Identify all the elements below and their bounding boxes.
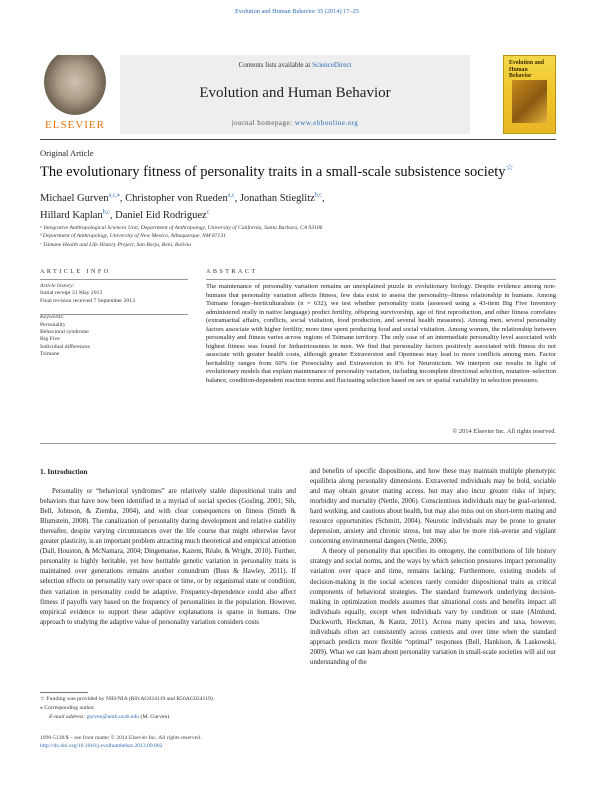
article-type: Original Article xyxy=(40,148,94,158)
title-footnote-mark[interactable]: ☆ xyxy=(505,162,514,172)
elsevier-tree-icon xyxy=(44,55,106,115)
author-affiliation-mark[interactable]: c xyxy=(206,209,210,216)
copyright: © 2014 Elsevier Inc. All rights reserved. xyxy=(452,428,556,435)
received-date: Initial receipt 31 May 2013 xyxy=(40,290,103,297)
corresponding-note: ⁎ Corresponding author. xyxy=(40,705,96,711)
homepage-prefix: journal homepage: xyxy=(231,119,295,127)
author-separator: , xyxy=(234,192,240,204)
body-paragraph: and benefits of specific dispositions, and how these may maintain multiple phenotypic equilibria along personality dimensions. Extraverted individuals may be bold, sociable and may obtain greater mating access, but may also incur greater risks of injury, morbidity and mortality (Nettle, 2006). Conscientious individuals may be goal-oriented, hard working, and cautious about health, but may also miss out on short-term mating and resource opportunities (Schmitt, 2004). Neurotic individuals may be prone to greater depression, anxiety and chronic stress, but may also be more risk-averse and vigilant concerning environmental dangers (Nettle, 2006). xyxy=(310,468,556,546)
author-name: Michael Gurven xyxy=(40,192,109,204)
body-column-left xyxy=(40,467,296,628)
homepage-line xyxy=(120,119,470,127)
author-affiliation-mark[interactable]: a,c,⁎ xyxy=(108,192,120,198)
elsevier-logo xyxy=(40,55,110,134)
article-title xyxy=(40,162,514,181)
author-separator: , xyxy=(109,210,116,221)
affiliation-c: ᶜ Tsimane Health and Life History Project, San Borja, Beni, Bolivia xyxy=(40,241,191,248)
intro-heading: 1. Introduction xyxy=(40,467,88,476)
author-name: Christopher von Rueden xyxy=(125,192,228,204)
author-name: Daniel Eid Rodriguez xyxy=(115,210,207,221)
author[interactable] xyxy=(240,193,325,204)
author[interactable] xyxy=(115,210,209,221)
author-name: Hillard Kaplan xyxy=(40,210,103,221)
revised-date: Final revision received 7 September 2013 xyxy=(40,297,135,304)
cover-title: Evolution and Human Behavior xyxy=(509,60,544,79)
email-line xyxy=(40,713,296,722)
journal-cover-thumbnail xyxy=(503,55,556,134)
keyword: Behavioral syndrome xyxy=(40,329,89,336)
footnote-divider xyxy=(40,692,88,693)
body-paragraph: A theory of personality that specifies its ontogeny, the contributions of life history strategy and social norms, and the ways by which selection pressures impact personality variation over space and time, remains lacking. Furthermore, existing models of decision-making in the social sciences rarely consider dispositional traits as critical components of behavioral strategies. The standard framework underlying decision-making in optimization models assumes that situational costs and benefits impact all individuals equally, except when individuals vary by condition or state (Almlund, Duckworth, Heckman, & Kautz, 2011). Across many species and taxa, however, individuals often act consistently across contexts and over time when the standard approach predicts more flexible “optimal” responses (Bell, Hankison, & Laskowski, 2009). What we can learn about personality variation in small-scale societies will aid our understanding of the xyxy=(310,548,556,666)
abstract-text: The maintenance of personality variation remains an unexplained puzzle in evolutionary biology. Despite evidence among non-humans that personality variation affects fitness, few data exist to assess the personality–fitness relationship in humans. Among Tsimane forager–horticulturalists (n = 632), we test whether personality traits (assessed using a 43-item Big Five Inventory administered orally in native language) predict fertility, offspring survivorship, age of first reproduction, and other fitness correlates (extramarital affairs, conflicts, social visitation, food production, and several health measures). Among men, several personality factors associate with higher fertility, more time spent producing food and social visitation. Among women, the relationship between personality and fitness varies across regions of Tsimane territory. The only case of an intermediate personality level associated with highest fitness was found for Industriousness in men. We find that personality factors positively associated with fitness do not associate with greater health costs, although greater Extraversion and Openness may lead to more conflicts among men. Factor heritability ranges from 60% for Prosociality and Extraversion to 8% for Neuroticism. We interpret our results in light of evolutionary models that explain maintenance of personality variation, including incomplete directional selection, mutation–selection balance, condition-dependent reaction norms and fluctuating selection based on sex or spatial variability in selection pressures. xyxy=(206,283,556,385)
body-paragraph: Personality or “behavioral syndromes” are relatively stable dispositional traits and behaviors that have now been identified in a myriad of social species (Gosling, 2001; Sih, Bell, Johnson, & Ziemba, 2004), and with clear consequences on fitness (Smith & Blumstein, 2008). The canalization of personality during development and relative stability thereafter, despite varying circumstances over the life course that might otherwise favor greater plasticity, is an important problem attracting much theoretical and empirical attention (Dall, Houston, & McNamara, 2004; Dingemanse, Kazem, Réale, & Wright, 2010). Further, personality is highly heritable, yet how heritable genetic variation in personality traits is maintained over generations remains another conundrum (Buss & Hawley, 2011). If selection effects on personality vary over space or time, or by organismal state or condition, then variation in personality could be adaptive. Frequency-dependence could also affect fitness if payoffs vary based on the frequency of personalities in the population. However, empirical evidence to support these adaptive explanations is sparse in humans. One approach to studying the adaptive value of personality variation considers costs xyxy=(40,488,296,626)
article-info xyxy=(40,283,190,359)
cover-image xyxy=(512,80,547,123)
author-separator: , xyxy=(321,192,325,204)
keyword: Big Five xyxy=(40,336,60,343)
homepage-link[interactable]: www.ehbonline.org xyxy=(294,119,359,127)
divider xyxy=(40,314,188,315)
author-affiliation-mark[interactable]: a,c xyxy=(227,192,235,198)
affiliation-a: ᵃ Integrative Anthropological Sciences Unit, Department of Anthropology, University of California, Santa Barbara, CA 93106 xyxy=(40,225,323,231)
author-list xyxy=(40,188,550,223)
email-suffix: (M. Gurven). xyxy=(139,714,171,720)
affiliations xyxy=(40,224,550,249)
divider xyxy=(206,279,556,280)
masthead-center xyxy=(120,55,470,134)
history-label: Article history: xyxy=(40,283,75,289)
divider xyxy=(40,279,188,280)
divider xyxy=(40,139,556,140)
sciencedirect-link[interactable]: ScienceDirect xyxy=(312,61,352,69)
author-affiliation-mark[interactable]: b,c xyxy=(314,192,322,198)
author[interactable] xyxy=(40,210,115,221)
keyword: Personality xyxy=(40,321,66,328)
body-column-right xyxy=(310,467,556,668)
author-name: Jonathan Stieglitz xyxy=(239,192,315,204)
keyword: Individual differences xyxy=(40,343,90,350)
email-link[interactable]: gurven@anth.ucsb.edu xyxy=(86,714,140,720)
journal-title: Evolution and Human Behavior xyxy=(199,85,391,101)
journal-citation-link[interactable]: Evolution and Human Behavior 35 (2014) 17–25 xyxy=(235,8,359,15)
article-title-text: The evolutionary fitness of personality traits in a small-scale subsistence society xyxy=(40,163,506,180)
keyword: Tsimane xyxy=(40,351,60,358)
footnotes xyxy=(40,695,296,722)
author-separator: , xyxy=(119,192,126,204)
author[interactable] xyxy=(125,193,240,204)
contents-prefix: Contents lists available at xyxy=(238,61,313,69)
masthead xyxy=(40,55,556,134)
issn-line: 1090-5138/$ – see front matter © 2014 Elsevier Inc. All rights reserved. xyxy=(40,735,202,741)
email-label: E-mail address: xyxy=(49,714,87,720)
author[interactable] xyxy=(40,193,125,204)
article-info-heading: ARTICLE INFO xyxy=(40,268,111,275)
affiliation-b: ᵇ Department of Anthropology, University of New Mexico, Albuquerque, NM 87131 xyxy=(40,233,226,240)
keywords-label: Keywords: xyxy=(40,314,65,321)
contents-line xyxy=(120,61,470,69)
issn-doi xyxy=(40,734,340,751)
divider xyxy=(40,443,556,444)
funding-note: ☆ Funding was provided by NIH/NIA (R01AG024119 and R56AG024119). xyxy=(40,696,215,702)
author-affiliation-mark[interactable]: b,c xyxy=(102,209,110,216)
abstract-heading: ABSTRACT xyxy=(206,268,258,275)
elsevier-wordmark: ELSEVIER xyxy=(45,119,105,131)
doi-link[interactable]: http://dx.doi.org/10.1016/j.evolhumbehav.2013.09.002 xyxy=(40,743,163,750)
